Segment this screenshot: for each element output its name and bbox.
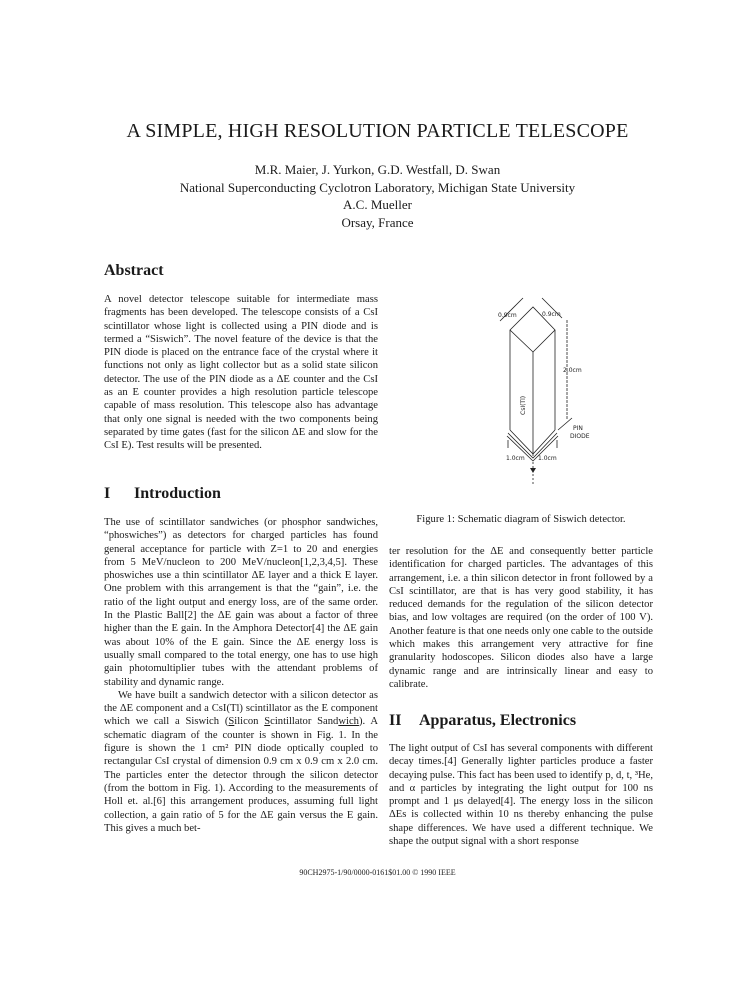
affiliation-2: Orsay, France (341, 214, 414, 230)
figure-caption: Figure 1: Schematic diagram of Siswich detector. (416, 514, 626, 525)
section-2-title: Apparatus, Electronics (419, 712, 577, 729)
intro-paragraph-2: We have built a sandwich detector with a silicon detector as the ΔE component and a CsI(Tl) scintillator as the E component which we call a Siswich (Silicon Scintillator Sandwich). A schematic diagram of the counter is shown in Fig. 1. In the figure is shown the 1 cm² PIN diode optically coupled to rectangular CsI crystal of dimension 0.9 cm x 0.9 cm x 2.0 cm. The particles enter the detector through the silicon detector (from the bottom in Fig. 1). According to the measurements of Holl et. al.[6] this arrangement produces, assuming full light collection, a gain ratio of 5 for the ΔE gain versus the E gain. This gives a much bet- (104, 689, 378, 834)
fig-label-width-1: 0.9cm (498, 312, 517, 319)
copyright-footer: 90CH2975-1/90/0000-0161$01.00 © 1990 IEEE (299, 868, 456, 877)
abstract-text (104, 293, 378, 453)
affiliation-1: National Superconducting Cyclotron Laboratory, Michigan State University (179, 179, 576, 195)
author-block (0, 161, 755, 231)
fig-label-base-1: 1.0cm (506, 455, 525, 462)
intro-paragraph-1: The use of scintillator sandwiches (or phosphor sandwiches, “phoswiches”) as detectors for charged particles has found general acceptance for particle with Z=1 to 20 and energies from 5 MeV/nucleon to 200 MeV/nucleon[1,2,3,4,5]. These phoswiches use a thin scintillator ΔE layer and a thick E layer. One problem with this arrangement is that the “gain”, i.e. the ratio of the light output and energy loss, are of the same order. In the Plastic Ball[2] the ΔE gain was about a factor of three higher than the E gain. In the Amphora Detector[4] the ΔE gain was about 10% of the E gain. Since the ΔE energy loss is usually small compared to the total energy, one has to use high gain photomultiplier tubes with the attendant problems of stability and dynamic range. (104, 517, 378, 688)
section-2-number: II (389, 712, 402, 729)
section-1-text-left (104, 516, 378, 835)
fig-label-width-2: 0.9cm (542, 311, 561, 318)
apparatus-paragraph-1: The light output of CsI has several components with different decay times.[4] Generally lighter particles produce a faster decaying pulse. This fact has been used to identify p, d, t, ³He, and α particles by integrating the light output for 100 ns prompt and 1 μs delayed[4]. The energy loss in the silicon ΔEs is collected within 10 ns thereby enhancing the pulse shape differences. We have used a different technique. We shape the output signal with a short response (389, 743, 653, 848)
author-names: M.R. Maier, J. Yurkon, G.D. Westfall, D. Swan (254, 162, 501, 177)
fig-label-diode: DIODE (570, 433, 590, 440)
abstract-heading: Abstract (104, 262, 164, 279)
section-1-title: Introduction (134, 485, 221, 502)
section-1-heading (104, 485, 221, 503)
section-2-text (389, 742, 653, 848)
section-1-text-right (389, 545, 653, 691)
siswich-schematic-figure (460, 290, 640, 490)
abstract-paragraph: A novel detector telescope suitable for intermediate mass fragments has been developed. The telescope consists of a CsI scintillator whose light is collected using a PIN diode and is termed a “Siswich”. The novel feature of the device is that the PIN diode is placed on the entrance face of the crystal where it functions not only as light collector but as a solid state silicon detector. The use of the PIN diode as a ΔE counter and the CsI as an E counter provides a high resolution particle telescope capable of mass resolution. This telescope also has advantage that only one signal is needed with the two components being separated by time gates (fast for the silicon ΔE and slow for the CsI E). Test results will be presented. (104, 294, 378, 452)
intro-paragraph-3: ter resolution for the ΔE and consequently better particle identification for charged particles. The advantages of this arrangement, i.e. a thin silicon detector in front followed by a CsI scintillator, are that is has very good stability, it has reduced demands for the regulation of the silicon detector bias, and low voltages are required (on the order of 100 V). Another feature is that one needs only one cable to the outside which makes this arrangement very attractive for fine granularity hodoscopes. Silicon diodes also have a large dynamic range and are intrinsically linear and easy to calibrate. (389, 546, 653, 690)
section-1-number: I (104, 485, 111, 502)
section-2-heading (389, 712, 576, 730)
fig-label-pin: PIN (573, 425, 583, 432)
fig-label-length: 2.0cm (563, 367, 582, 374)
fig-label-crystal: CsI(Tl) (520, 395, 527, 415)
author-2-name: A.C. Mueller (343, 197, 412, 212)
fig-label-base-2: 1.0cm (538, 455, 557, 462)
paper-title: A SIMPLE, HIGH RESOLUTION PARTICLE TELESCOPE (126, 120, 629, 142)
